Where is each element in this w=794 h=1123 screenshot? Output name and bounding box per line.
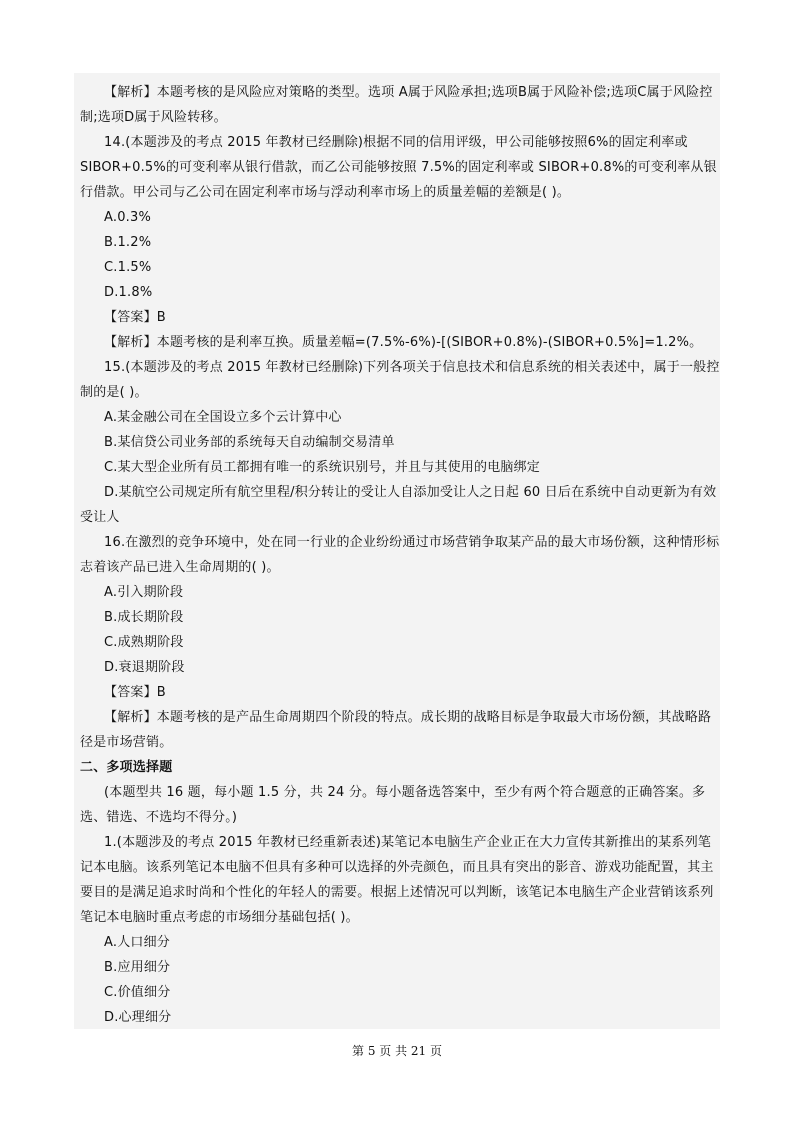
q14-option-d: D.1.8%: [104, 285, 153, 300]
question-15: 15.(本题涉及的考点 2015 年教材已经删除)下列各项关于信息技术和信息系统的相关表述中，属于一般控制的是( )。: [80, 360, 720, 400]
q16-option-b: B.成长期阶段: [104, 610, 184, 625]
document-body: [80, 80, 720, 1030]
q14-option-a: A.0.3%: [104, 210, 152, 225]
q15-option-a: A.某金融公司在全国设立多个云计算中心: [104, 410, 342, 425]
q15-option-c: C.某大型企业所有员工都拥有唯一的系统识别号，并且与其使用的电脑绑定: [104, 460, 541, 475]
answer-16: 【答案】B: [104, 685, 166, 700]
question-14: 14.(本题涉及的考点 2015 年教材已经删除)根据不同的信用评级，甲公司能够按照6%的固定利率或SIBOR+0.5%的可变利率从银行借款，而乙公司能够按照 7.5%的固定利率或 SIBOR+0.8%的可变利率从银行借款。甲公司与乙公司在固定利率市场与浮动利率市场上的质量差幅的差额是( )。: [80, 135, 717, 200]
mq1-option-a: A.人口细分: [104, 935, 170, 950]
explanation-14: 【解析】本题考核的是利率互换。质量差幅=(7.5%-6%)-[(SIBOR+0.8%)-(SIBOR+0.5%]=1.2%。: [104, 335, 703, 350]
q14-option-c: C.1.5%: [104, 260, 152, 275]
q15-option-d: D.某航空公司规定所有航空里程/积分转让的受让人自添加受让人之日起 60 日后在系统中自动更新为有效受让人: [80, 485, 717, 525]
mq1-option-b: B.应用细分: [104, 960, 171, 975]
multi-question-1: 1.(本题涉及的考点 2015 年教材已经重新表述)某笔记本电脑生产企业正在大力宣传其新推出的某系列笔记本电脑。该系列笔记本电脑不但具有多种可以选择的外壳颜色，而且具有突出的影音、游戏功能配置，其主要目的是满足追求时尚和个性化的年轻人的需要。根据上述情况可以判断，该笔记本电脑生产企业营销该系列笔记本电脑时重点考虑的市场细分基础包括( )。: [80, 835, 714, 925]
q14-option-b: B.1.2%: [104, 235, 152, 250]
section-heading-multiple-choice: 二、多项选择题: [80, 760, 173, 775]
answer-14: 【答案】B: [104, 310, 166, 325]
explanation-16: 【解析】本题考核的是产品生命周期四个阶段的特点。成长期的战略目标是争取最大市场份额，其战略路径是市场营销。: [80, 710, 712, 750]
q16-option-a: A.引入期阶段: [104, 585, 184, 600]
mq1-option-c: C.价值细分: [104, 985, 171, 1000]
mq1-option-d: D.心理细分: [104, 1010, 172, 1025]
q15-option-b: B.某信贷公司业务部的系统每天自动编制交易清单: [104, 435, 395, 450]
page-footer: 第 5 页 共 21 页: [352, 1044, 442, 1058]
question-16: 16.在激烈的竞争环境中，处在同一行业的企业纷纷通过市场营销争取某产品的最大市场份额，这种情形标志着该产品已进入生命周期的( )。: [80, 535, 720, 575]
q16-option-c: C.成熟期阶段: [104, 635, 184, 650]
section-instructions: (本题型共 16 题，每小题 1.5 分，共 24 分。每小题备选答案中，至少有两个符合题意的正确答案。多选、错选、不选均不得分。): [80, 785, 706, 825]
explanation-13: 【解析】本题考核的是风险应对策略的类型。选项 A属于风险承担;选项B属于风险补偿;选项C属于风险控制;选项D属于风险转移。: [80, 85, 713, 125]
q16-option-d: D.衰退期阶段: [104, 660, 185, 675]
